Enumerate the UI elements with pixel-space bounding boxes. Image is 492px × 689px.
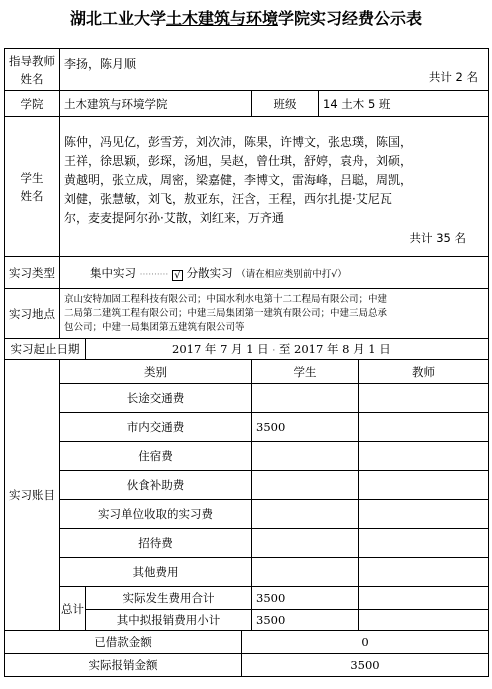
dates-label: 实习起止日期 — [5, 339, 86, 360]
location-label: 实习地点 — [5, 289, 60, 339]
reimburse-subtotal-student: 3500 — [252, 610, 359, 631]
account-label: 实习账目 — [5, 360, 60, 631]
student-names-line: 陈仲，冯见亿，彭雪芳，刘次沛，陈果，许博文，张忠璞，陈国， — [64, 135, 413, 149]
account-header-row — [5, 360, 489, 384]
header-category: 类别 — [60, 360, 252, 384]
practice-type-label: 实习类型 — [5, 257, 60, 289]
checkbox-icon[interactable]: √ — [172, 270, 183, 281]
option-centralized: 集中实习 — [90, 265, 136, 280]
class-value: 14 土木 5 班 — [319, 91, 489, 117]
teacher-value-cell — [60, 49, 489, 91]
actual-total-student: 3500 — [252, 587, 359, 610]
class-label: 班级 — [252, 91, 319, 117]
header-student: 学生 — [252, 360, 359, 384]
college-value: 土木建筑与环境学院 — [60, 91, 252, 117]
reimburse-subtotal-teacher — [359, 610, 489, 631]
actual-total-row — [5, 587, 489, 610]
teacher-row — [5, 49, 489, 91]
teacher-label: 指导教师 姓名 — [5, 49, 60, 91]
students-value-cell — [60, 117, 489, 257]
total-label: 总计 — [60, 587, 86, 631]
teacher-total: 共计 2 名 — [428, 70, 478, 84]
borrowed-row — [5, 631, 489, 654]
location-value: 京山安特加固工程科技有限公司；中国水利水电第十二工程局有限公司；中建 二局第二建筑工程有限公司；中建三局集团第一建筑有限公司；中建三局总承 包公司；中建一局集团第五建筑有限公司等 — [60, 289, 489, 339]
page-title: 湖北工业大学土木建筑与环境学院实习经费公示表 — [69, 9, 423, 28]
table-row: 招待费 — [5, 529, 489, 558]
expense-form — [4, 48, 489, 677]
dates-row — [5, 339, 489, 360]
table-row: 实习单位收取的实习费 — [5, 500, 489, 529]
header-teacher: 教师 — [359, 360, 489, 384]
reimburse-subtotal-label: 其中拟报销费用小计 — [86, 610, 252, 631]
borrowed-label: 已借款金额 — [5, 631, 242, 654]
student-names-line: 刘健，张慧敏，刘飞，敖亚东，汪含，王程，西尔扎提·艾尼瓦 — [64, 192, 392, 206]
table-row: 其他费用 — [5, 558, 489, 587]
student-names-line: 黄越明，张立成，周密，梁嘉健，李博文，雷海峰，吕聪，周凯， — [64, 173, 413, 187]
students-total: 共计 35 名 — [409, 231, 466, 245]
teacher-names: 李扬，陈月顺 — [64, 57, 137, 71]
practice-type-hint: （请在相应类别前中打√） — [236, 268, 347, 280]
table-row: 市内交通费 3500 — [5, 413, 489, 442]
practice-type-options — [60, 257, 489, 289]
reimbursed-row — [5, 654, 489, 677]
actual-total-teacher — [359, 587, 489, 610]
dates-value: 2017 年 7 月 1 日 · 至 2017 年 8 月 1 日 — [86, 339, 489, 360]
college-row — [5, 91, 489, 117]
practice-type-row — [5, 257, 489, 289]
table-row: 住宿费 — [5, 442, 489, 471]
table-row: 伙食补助费 — [5, 471, 489, 500]
dot-leader: ·········· — [139, 269, 169, 280]
table-row: 长途交通费 — [5, 384, 489, 413]
student-names-line: 尔，麦麦提阿尔孙·艾散，刘红来，万齐通 — [64, 211, 284, 225]
students-row — [5, 117, 489, 257]
college-label: 学院 — [5, 91, 60, 117]
option-dispersed: 分散实习 — [186, 265, 233, 280]
reimbursed-label: 实际报销金额 — [5, 654, 242, 677]
actual-total-label: 实际发生费用合计 — [86, 587, 252, 610]
location-row — [5, 289, 489, 339]
reimbursed-value: 3500 — [242, 654, 489, 677]
borrowed-value: 0 — [242, 631, 489, 654]
students-label: 学生 姓名 — [5, 117, 60, 257]
student-names-line: 王祥，徐思颖，彭琛，汤旭，吴赵，曾仕琪，舒婷，袁舟，刘硕， — [64, 154, 413, 168]
